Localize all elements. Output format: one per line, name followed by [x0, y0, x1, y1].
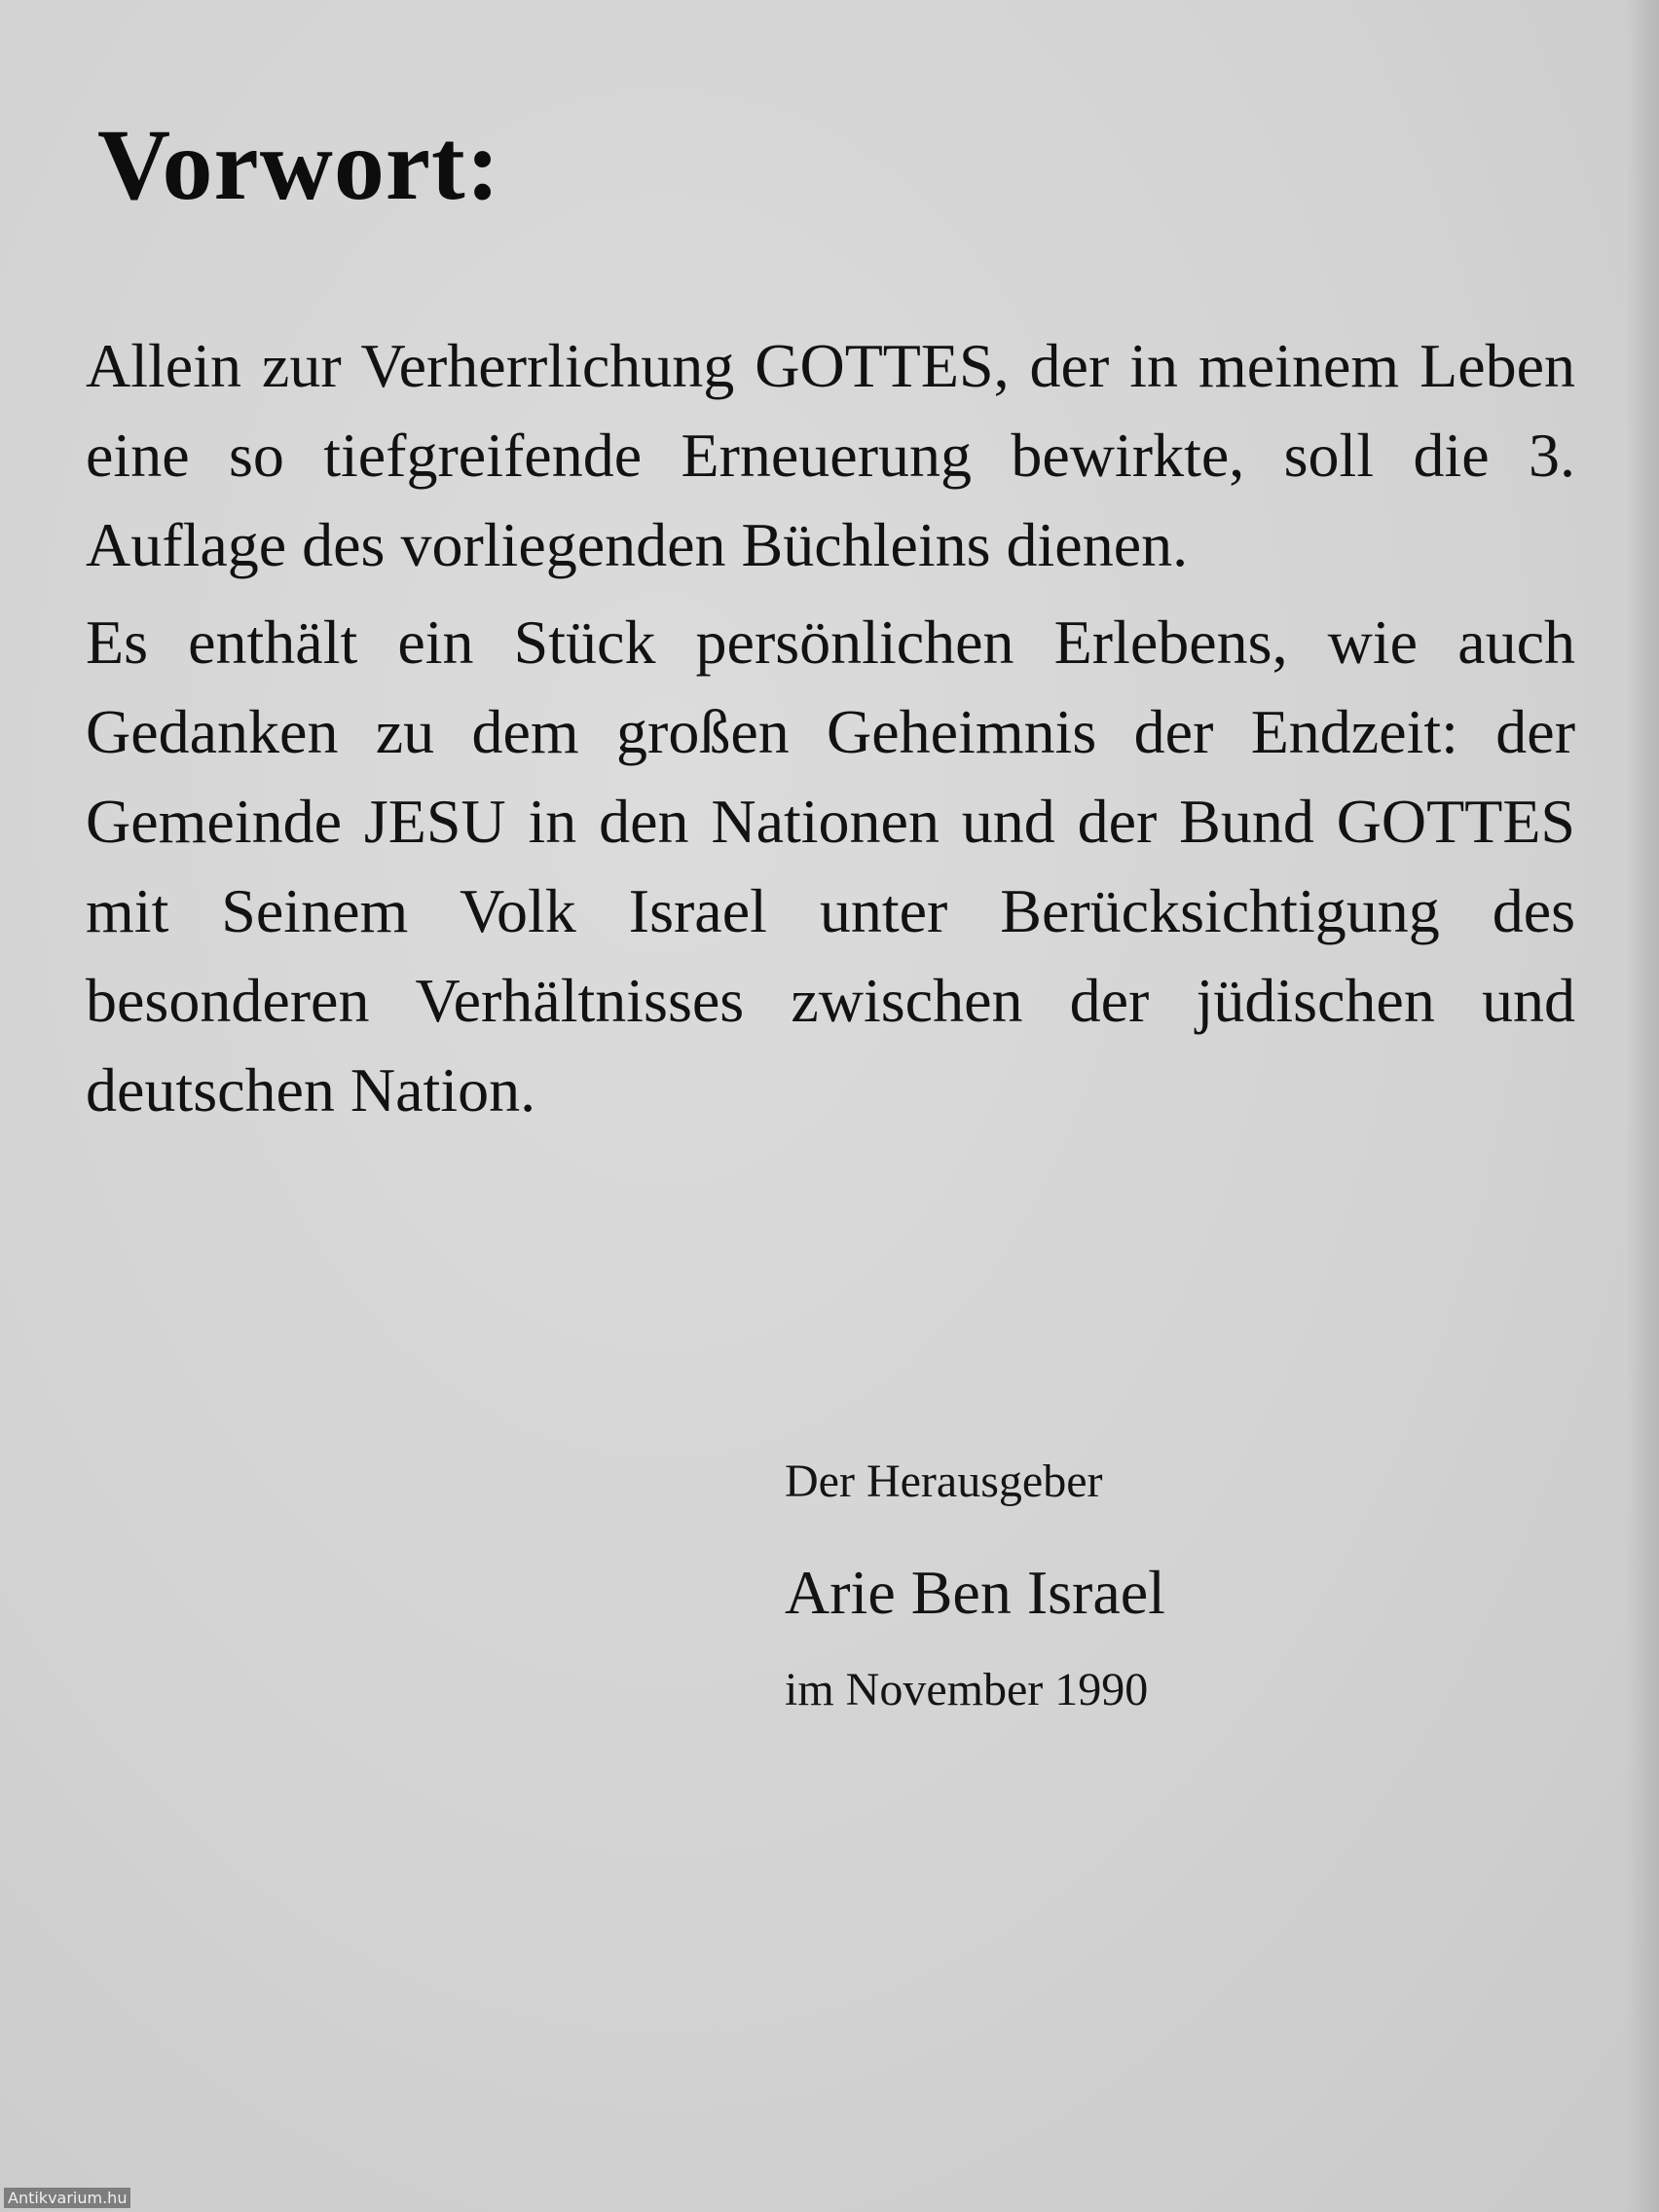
signature-date: im November 1990 [785, 1664, 1149, 1715]
signature-role: Der Herausgeber [785, 1456, 1103, 1507]
paragraph-1: Allein zur Verherrlichung GOTTES, der in meinem Leben eine so tiefgreifende Erneuerung bewirkte, soll die 3. Auflage des vorliegenden Büchleins dienen. [86, 331, 1575, 579]
signature-block [785, 1458, 1165, 1714]
foreword-body [86, 321, 1575, 1135]
page-edge-shadow [1626, 0, 1659, 2212]
page-title: Vorwort: [97, 109, 501, 221]
paragraph-2: Es enthält ein Stück persönlichen Erlebens, wie auch Gedanken zu dem großen Geheimnis der Endzeit: der Gemeinde JESU in den Nationen und der Bund GOTTES mit Seinem Volk Israel unter Berücksichtigung des besonderen Verhältnisses zwischen der jüdischen und deutschen Nation. [86, 608, 1575, 1124]
signature-name: Arie Ben Israel [785, 1558, 1165, 1627]
watermark-label: Antikvarium.hu [4, 2188, 130, 2208]
